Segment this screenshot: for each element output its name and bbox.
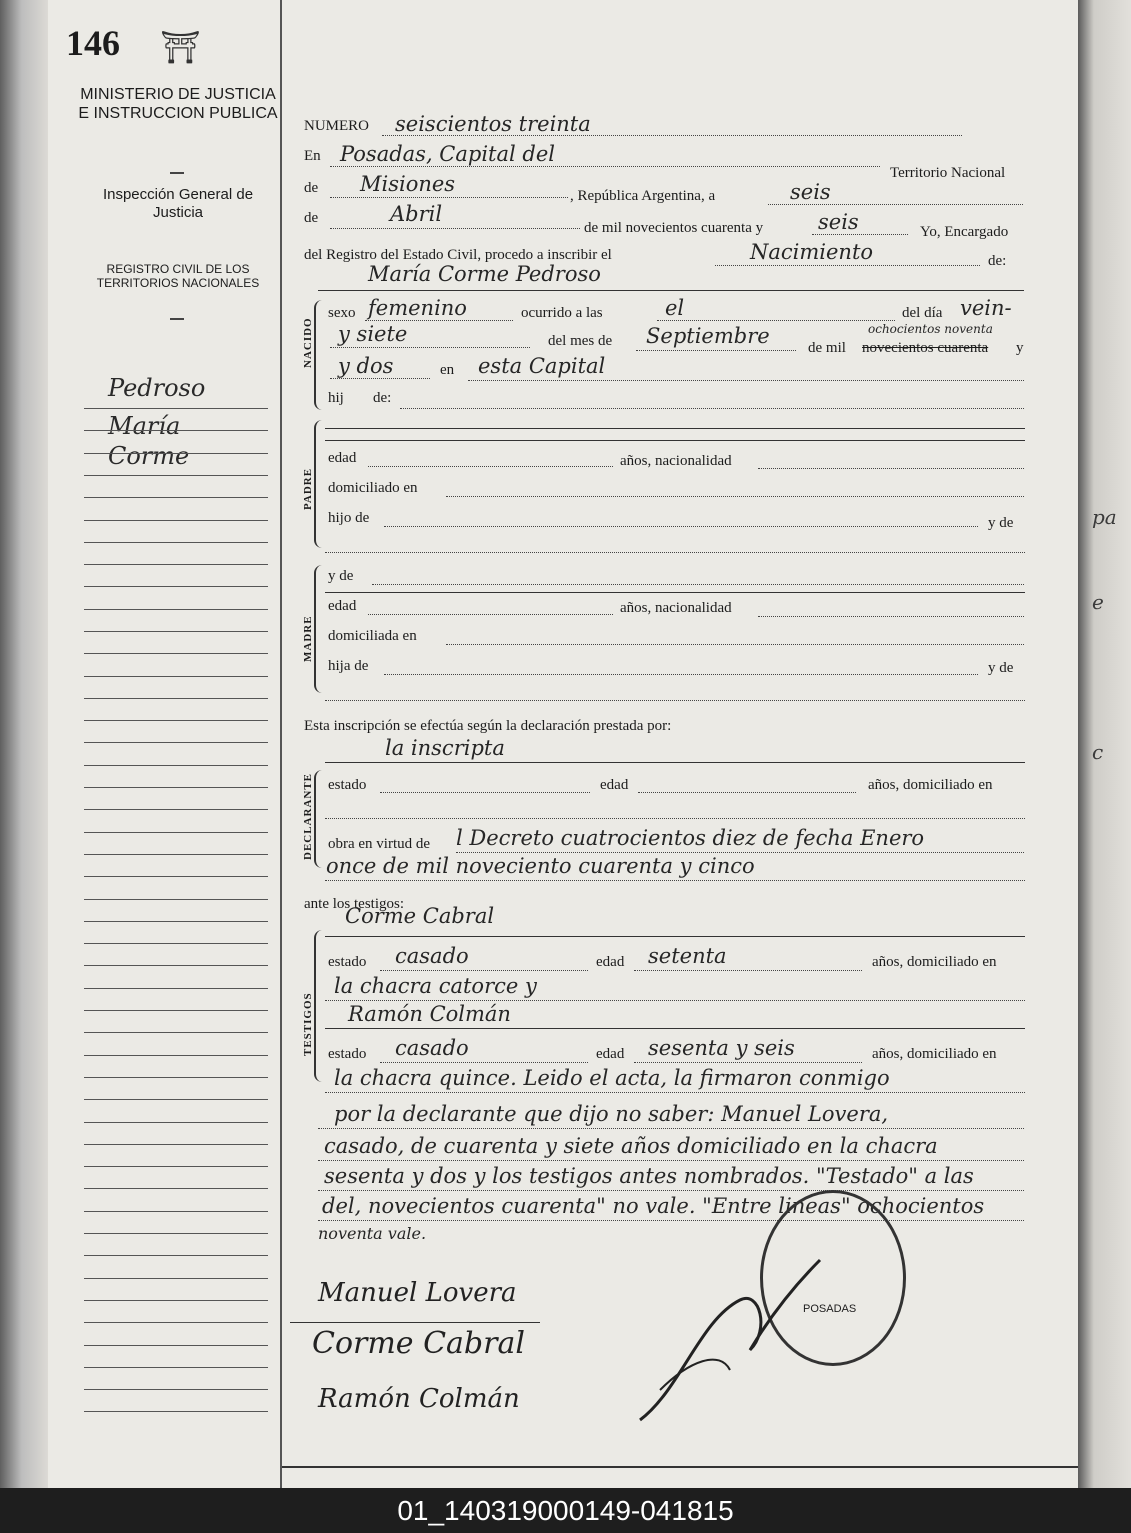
y-label: y [1016, 340, 1024, 356]
note-line-5: noventa vale. [318, 1224, 427, 1243]
declarante-line [325, 762, 1025, 763]
padre-edad-line [368, 466, 613, 467]
signature-declarante: Manuel Lovera [318, 1278, 517, 1308]
ministry-heading: MINISTERIO DE JUSTICIA E INSTRUCCION PUBLICA [78, 86, 278, 123]
novecientos-label: novecientos cuarenta [862, 340, 989, 356]
lugar-line [468, 380, 1024, 381]
hora-value: el [665, 296, 685, 320]
margin-ruled-line [84, 832, 268, 833]
mes-line [330, 228, 580, 229]
acto-value: Nacimiento [750, 240, 874, 264]
margin-ruled-line [84, 520, 268, 521]
margin-ruled-line [84, 698, 268, 699]
margin-ruled-line [84, 1233, 268, 1234]
territorio-label: Territorio Nacional [890, 165, 1006, 181]
testigos-brace [314, 930, 322, 1082]
madre-anios-label: años, nacionalidad [620, 600, 732, 616]
declarante-edad-line [638, 792, 856, 793]
padre-brace [314, 420, 322, 548]
margin-ruled-line [84, 1055, 268, 1056]
del-mes-label: del mes de [548, 333, 613, 349]
margin-ruled-line [84, 1166, 268, 1167]
madre-extra-line [325, 700, 1025, 701]
margin-ruled-line [84, 1010, 268, 1011]
madre-yde-label: y de [328, 568, 354, 584]
testigo2-name: Ramón Colmán [348, 1002, 511, 1026]
margin-ruled-line [84, 631, 268, 632]
t2-estado-value: casado [395, 1036, 469, 1060]
en-label: En [304, 148, 321, 164]
margin-ruled-line [84, 765, 268, 766]
margin-ruled-line [84, 1077, 268, 1078]
margin-ruled-line [84, 1322, 268, 1323]
margin-ruled-line [84, 809, 268, 810]
signature-testigo-1: Corme Cabral [312, 1326, 525, 1361]
padre-domicilio-label: domiciliado en [328, 480, 418, 496]
registry-heading: REGISTRO CIVIL DE LOS TERRITORIOS NACIONALES [96, 262, 260, 291]
hij-label: hij [328, 390, 344, 406]
margin-ruled-line [84, 453, 268, 454]
provincia-value: Misiones [360, 172, 456, 196]
adjacent-mark: e [1092, 590, 1104, 614]
margin-ruled-line [84, 1099, 268, 1100]
madre-nac-line [758, 616, 1024, 617]
note-rule [318, 1160, 1024, 1161]
dia-line [768, 204, 1023, 205]
nombre-value: María Corme Pedroso [368, 262, 601, 286]
hij-de-label: de: [373, 390, 392, 406]
ocurrido-label: ocurrido a las [521, 305, 603, 321]
t1-estado-line [380, 970, 588, 971]
declarante-domicilio-line [325, 818, 1025, 819]
nacido-brace [314, 300, 322, 410]
t1-edad-label: edad [596, 954, 625, 970]
note-rule [318, 1220, 1024, 1221]
padre-yde-label: y de [988, 515, 1014, 531]
note-line-2: casado, de cuarenta y siete años domiciliado en la chacra [324, 1134, 938, 1158]
padre-hijo-line [384, 526, 978, 527]
margin-ruled-line [84, 943, 268, 944]
interlined-insert: ochocientos noventa [868, 322, 993, 336]
margin-given-name-2: Corme [108, 442, 190, 470]
adjacent-page-edge [1078, 0, 1131, 1488]
divider [170, 172, 184, 174]
divider [170, 318, 184, 320]
margin-ruled-line [84, 564, 268, 565]
madre-label: MADRE [302, 615, 314, 662]
margin-ruled-line [84, 1367, 268, 1368]
t2-edad-label: edad [596, 1046, 625, 1062]
sexo-line [365, 320, 513, 321]
t2-estado-line [380, 1062, 588, 1063]
provincia-line [330, 197, 568, 198]
page-bottom-rule [282, 1466, 1078, 1468]
declarante-estado-line [380, 792, 590, 793]
t2-edad-line [634, 1062, 862, 1063]
de3-label: de: [988, 253, 1007, 269]
note-line-1: por la declarante que dijo no saber: Manuel Lovera, [334, 1102, 889, 1126]
obra-line-2 [325, 880, 1025, 881]
nacido-mes-value: Septiembre [646, 324, 770, 348]
margin-ruled-line [84, 676, 268, 677]
declarante-anios-label: años, domiciliado en [868, 777, 993, 793]
nacido-mes-line [636, 350, 796, 351]
yo-label: Yo, Encargado [920, 224, 1009, 240]
de2-label: de [304, 210, 319, 226]
margin-ruled-line [84, 653, 268, 654]
registro-label: del Registro del Estado Civil, procedo a inscribir el [304, 247, 612, 263]
padre-hijo-label: hijo de [328, 510, 370, 526]
nacido-anio-value: y dos [338, 354, 394, 378]
madre-edad-line [368, 614, 613, 615]
margin-ruled-line [84, 586, 268, 587]
madre-domicilio-label: domiciliada en [328, 628, 417, 644]
hij-line [400, 408, 1024, 409]
margin-ruled-line [84, 497, 268, 498]
obra-value-2: once de mil noveciento cuarenta y cinco [326, 854, 755, 878]
obra-value: l Decreto cuatrocientos diez de fecha Enero [456, 826, 925, 850]
madre-domicilio-line [446, 644, 1024, 645]
testigos-intro-label: ante los testigos: [304, 896, 404, 912]
t1-edad-line [634, 970, 862, 971]
obra-line [456, 852, 1024, 853]
note-rule [318, 1190, 1024, 1191]
declarante-brace [314, 770, 322, 868]
margin-ruled-line [84, 1411, 268, 1412]
sexo-label: sexo [328, 305, 356, 321]
hora-line [657, 320, 895, 321]
margin-ruled-line [84, 475, 268, 476]
dia2-line [330, 347, 530, 348]
t1-estado-value: casado [395, 944, 469, 968]
margin-ruled-line [84, 609, 268, 610]
t1-anios-label: años, domiciliado en [872, 954, 997, 970]
book-spine-edge [0, 0, 48, 1488]
anio-value: seis [818, 210, 859, 234]
declarante-estado-label: estado [328, 777, 367, 793]
padre-extra-line [325, 552, 1025, 553]
margin-ruled-line [84, 542, 268, 543]
margin-ruled-line [84, 1144, 268, 1145]
padre-edad-label: edad [328, 450, 357, 466]
margin-ruled-line [84, 1188, 268, 1189]
testigos-label: TESTIGOS [302, 992, 314, 1056]
margin-ruled-line [84, 430, 268, 431]
declaracion-label: Esta inscripción se efectúa según la declaración prestada por: [304, 718, 672, 734]
testigo1-name-line [325, 936, 1025, 937]
margin-ruled-line [84, 1300, 268, 1301]
del-dia-label: del día [902, 305, 943, 321]
nacido-dia-value: vein- [960, 296, 1012, 320]
testigo2-name-line [325, 1028, 1025, 1029]
margin-ruled-line [84, 1389, 268, 1390]
declarante-value: la inscripta [385, 736, 505, 760]
testigo1-name: Corme Cabral [345, 904, 495, 928]
margin-ruled-line [84, 876, 268, 877]
note-line-3: sesenta y dos y los testigos antes nombrados. "Testado" a las [324, 1164, 974, 1188]
margin-given-name: María [108, 412, 181, 440]
margin-ruled-line [84, 408, 268, 409]
t1-edad-value: setenta [648, 944, 727, 968]
nacido-dia-value-2: y siete [338, 322, 408, 346]
acto-line [715, 265, 980, 266]
declarante-label: DECLARANTE [302, 772, 314, 860]
signature-testigo-2: Ramón Colmán [318, 1384, 520, 1414]
margin-ruled-line [84, 742, 268, 743]
t1-estado-label: estado [328, 954, 367, 970]
madre-edad-label: edad [328, 598, 357, 614]
note-line-4: del, novecientos cuarenta" no vale. "Entre lineas" ochocientos [322, 1194, 985, 1218]
lugar-value: esta Capital [478, 354, 606, 378]
madre-yde-line [372, 584, 1024, 585]
margin-ruled-line [84, 1211, 268, 1212]
padre-label: PADRE [302, 467, 314, 510]
numero-value: seiscientos treinta [395, 112, 591, 136]
adjacent-mark: pa [1092, 505, 1117, 529]
t1-domicilio-line [325, 1000, 1025, 1001]
de-mil-label: de mil [808, 340, 846, 356]
margin-ruled-line [84, 1345, 268, 1346]
numero-line [382, 135, 962, 136]
republica-label: , República Argentina, a [570, 188, 716, 204]
padre-rule [325, 428, 1025, 429]
anio-line [812, 234, 908, 235]
nacido-anio-line [330, 378, 430, 379]
numero-label: NUMERO [304, 118, 370, 134]
officer-signature-icon [620, 1240, 840, 1430]
margin-ruled-line [84, 1278, 268, 1279]
margin-ruled-line [84, 854, 268, 855]
padre-nac-line [758, 468, 1024, 469]
t2-edad-value: sesenta y seis [648, 1036, 795, 1060]
dia-value: seis [790, 180, 831, 204]
margin-ruled-line [84, 988, 268, 989]
en-lugar-label: en [440, 362, 455, 378]
de-label: de [304, 180, 319, 196]
nombre-line [318, 290, 1024, 291]
madre-yde2-label: y de [988, 660, 1014, 676]
mil-label: de mil novecientos cuarenta y [584, 220, 764, 236]
nacido-label: NACIDO [302, 317, 314, 368]
margin-ruled-line [84, 1122, 268, 1123]
margin-surname: Pedroso [108, 374, 206, 402]
margin-column [82, 0, 282, 1488]
margin-ruled-line [84, 899, 268, 900]
signature-line [290, 1322, 540, 1323]
madre-hija-label: hija de [328, 658, 369, 674]
t2-estado-label: estado [328, 1046, 367, 1062]
declarante-edad-label: edad [600, 777, 629, 793]
t2-domicilio-value: la chacra quince. Leido el acta, la firmaron conmigo [334, 1066, 890, 1090]
sexo-value: femenino [368, 296, 467, 320]
t1-domicilio-value: la chacra catorce y [334, 974, 537, 998]
t2-domicilio-line [325, 1092, 1025, 1093]
stamp-text: POSADAS [803, 1303, 857, 1315]
margin-ruled-line [84, 1032, 268, 1033]
madre-hija-line [384, 674, 978, 675]
coat-of-arms-icon: ⛩ [160, 29, 201, 65]
en-value: Posadas, Capital del [340, 142, 555, 166]
mes-value: Abril [390, 202, 443, 226]
page-number: 146 [66, 23, 120, 63]
madre-rule [325, 592, 1025, 593]
margin-ruled-line [84, 921, 268, 922]
image-id-footer: 01_140319000149-041815 [0, 1488, 1131, 1533]
inspection-heading: Inspección General de Justicia [102, 186, 254, 221]
note-rule [318, 1128, 1024, 1129]
margin-ruled-line [84, 1255, 268, 1256]
padre-domicilio-line [446, 496, 1024, 497]
madre-brace [314, 565, 322, 693]
margin-ruled-line [84, 965, 268, 966]
obra-label: obra en virtud de [328, 836, 431, 852]
t2-anios-label: años, domiciliado en [872, 1046, 997, 1062]
adjacent-mark: c [1092, 740, 1104, 764]
padre-anios-label: años, nacionalidad [620, 453, 732, 469]
margin-ruled-line [84, 787, 268, 788]
en-line [330, 166, 880, 167]
margin-ruled-line [84, 720, 268, 721]
padre-rule [325, 440, 1025, 441]
